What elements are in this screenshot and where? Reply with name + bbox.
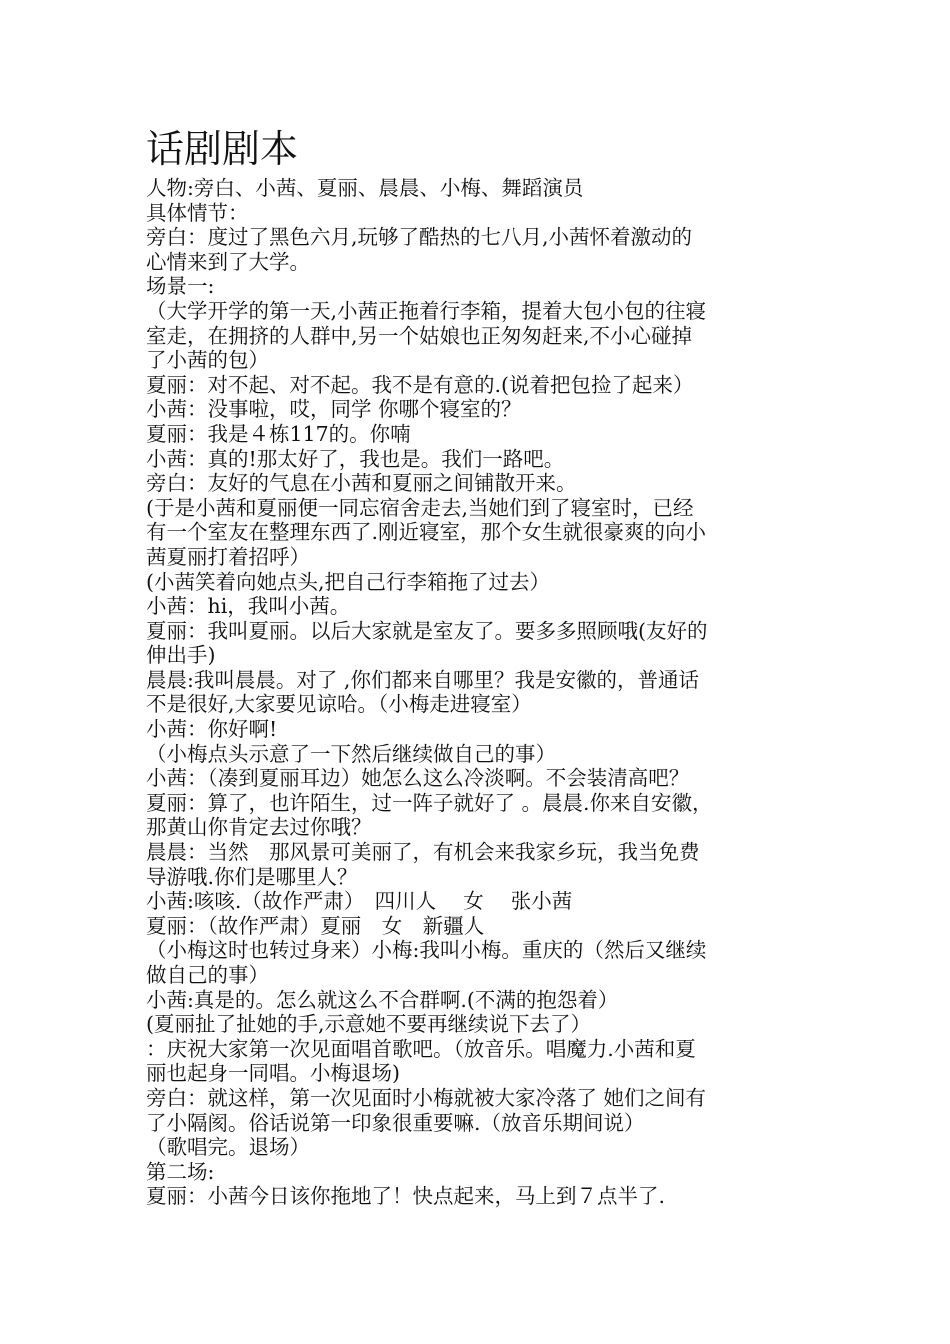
script-line: 小茜：hi，我叫小茜。 (146, 594, 351, 619)
script-line: 具体情节： (146, 200, 249, 225)
script-line: 人物:旁白、小茜、夏丽、晨晨、小梅、舞蹈演员 (146, 176, 584, 200)
script-line: 小茜:咳咳.（故作严肃） 四川人 女 张小茜 (146, 889, 573, 914)
script-line: 夏丽：（故作严肃）夏丽 女 新疆人 (146, 913, 485, 938)
script-line: 晨晨：当然 那风景可美丽了，有机会来我家乡玩，我当免费 (146, 840, 700, 865)
document-title: 话剧剧本 (146, 127, 299, 171)
script-line: 晨晨:我叫晨晨。对了 ,你们都来自哪里？我是安徽的，普通话 (146, 667, 699, 692)
script-line: 伸出手) (146, 643, 216, 668)
script-line: 有一个室友在整理东西了.刚近寝室，那个女生就很豪爽的向小 (146, 520, 707, 545)
script-line: 做自己的事） (146, 963, 269, 987)
script-line: 小茜:真是的。怎么就这么不合群啊.(不满的抱怨着） (146, 987, 619, 1012)
script-line: 小茜：真的!那太好了，我也是。我们一路吧。 (146, 446, 565, 471)
script-line: (夏丽扯了扯她的手,示意她不要再继续说下去了） (146, 1012, 592, 1037)
script-line: 旁白：度过了黑色六月,玩够了酷热的七八月,小茜怀着激动的 (146, 225, 693, 250)
script-text (146, 176, 816, 1209)
script-line: (小茜笑着向她点头,把自己行李箱拖了过去） (146, 569, 551, 594)
script-line: 导游哦.你们是哪里人？ (146, 864, 358, 889)
script-line: 茜夏丽打着招呼） (146, 544, 310, 569)
script-line: 那黄山你肯定去过你哦？ (146, 815, 372, 840)
document-body (146, 122, 816, 1209)
script-line: 旁白：就这样，第一次见面时小梅就被大家冷落了 她们之间有 (146, 1085, 707, 1110)
script-line: 夏丽：我是４栋117的。你喃 (146, 421, 411, 446)
script-line: （小梅这时也转过身来）小梅:我叫小梅。重庆的（然后又继续 (146, 938, 707, 963)
script-line: 小茜：你好啊! (146, 717, 278, 742)
script-line: 旁白：友好的气息在小茜和夏丽之间铺散开来。 (146, 471, 577, 496)
script-line: 丽也起身一同唱。小梅退场) (146, 1061, 400, 1086)
script-line: 小茜：没事啦，哎，同学 你哪个寝室的？ (146, 397, 522, 422)
script-line: 夏丽：算了，也许陌生，过一阵子就好了 。晨晨.你来自安徽， (146, 790, 713, 815)
script-line: 心情来到了大学。 (146, 249, 310, 274)
script-line: 室走，在拥挤的人群中,另一个姑娘也正匆匆赶来,不小心碰掉 (146, 323, 693, 348)
script-line: （大学开学的第一天,小茜正拖着行李箱，提着大包小包的往寝 (146, 298, 707, 323)
script-line: 第二场: (146, 1159, 215, 1184)
script-line: 不是很好,大家要见谅哈。（小梅走进寝室） (146, 692, 532, 717)
script-line: 小茜：（凑到夏丽耳边）她怎么这么冷淡啊。不会装清高吧？ (146, 766, 690, 791)
script-line: 了小隔阂。俗话说第一印象很重要嘛.（放音乐期间说） (146, 1110, 645, 1135)
script-line: 夏丽：我叫夏丽。以后大家就是室友了。要多多照顾哦(友好的 (146, 618, 708, 643)
script-line: 场景一: (146, 274, 215, 299)
script-line: （小梅点头示意了一下然后继续做自己的事） (146, 741, 556, 766)
script-line: 夏丽：对不起、对不起。我不是有意的.(说着把包捡了起来） (146, 372, 694, 397)
script-line: 了小茜的包） (146, 348, 269, 373)
script-line: (于是小茜和夏丽便一同忘宿舍走去,当她们到了寝室时，已经 (146, 495, 694, 520)
script-line: ：庆祝大家第一次见面唱首歌吧。（放音乐。唱魔力.小茜和夏 (146, 1036, 696, 1061)
script-line: （歌唱完。退场） (146, 1135, 310, 1160)
script-line: 夏丽：小茜今日该你拖地了！快点起来，马上到７点半了. (146, 1184, 666, 1209)
